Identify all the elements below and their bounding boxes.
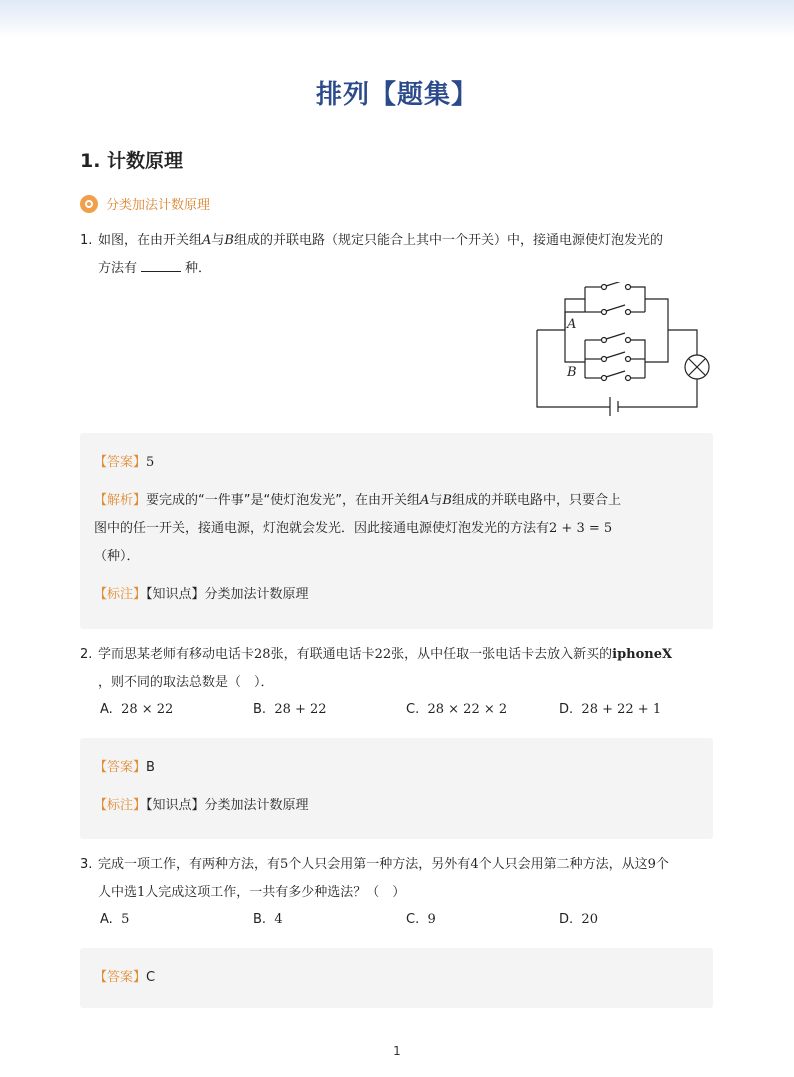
answer-line bbox=[94, 754, 155, 782]
choice-b[interactable] bbox=[253, 912, 283, 927]
number: 5 bbox=[280, 857, 289, 872]
question-number: 2. bbox=[80, 647, 93, 662]
text: 学而思某老师有移动电话卡 bbox=[98, 647, 255, 662]
analysis-tag: 【解析】 bbox=[94, 493, 147, 508]
answer-box-2 bbox=[80, 738, 713, 839]
choice-label: B. bbox=[253, 912, 267, 927]
question-text bbox=[98, 227, 720, 283]
text: 种． bbox=[185, 261, 212, 276]
number: 28 bbox=[254, 647, 271, 662]
choice-label: A. bbox=[100, 702, 113, 717]
section-title: 1. 计数原理 bbox=[80, 150, 184, 172]
text: 要完成的“一件事”是“使灯泡发光”，在由开关组 bbox=[146, 493, 420, 508]
choice-label: B. bbox=[253, 702, 267, 717]
choice-a[interactable] bbox=[100, 912, 129, 927]
choice-label: D. bbox=[559, 702, 574, 717]
text: ，则不同的取法总数是（ ）． bbox=[98, 675, 274, 690]
var-b: B bbox=[224, 233, 234, 248]
number: 4 bbox=[470, 857, 479, 872]
text: 与 bbox=[429, 493, 443, 508]
answer-value: B bbox=[146, 760, 155, 775]
answer-blank bbox=[141, 257, 181, 272]
choice-value: 28 + 22 + 1 bbox=[581, 702, 662, 717]
answer-box-1 bbox=[80, 433, 713, 629]
note-line bbox=[94, 581, 309, 609]
note-line bbox=[94, 792, 309, 820]
diagram-label-a: A bbox=[567, 317, 577, 332]
question-text bbox=[98, 641, 720, 697]
number: 22 bbox=[374, 647, 392, 662]
choice-value: 4 bbox=[274, 912, 283, 927]
choice-label: A. bbox=[100, 912, 113, 927]
text: 人中选 bbox=[98, 885, 138, 900]
page-title: 排列【题集】 bbox=[315, 80, 478, 110]
answer-tag: 【答案】 bbox=[94, 760, 147, 775]
choice-label: C. bbox=[406, 912, 420, 927]
text: 张，从中任取一张电话卡去放入新买的 bbox=[391, 647, 613, 662]
circuit-diagram bbox=[530, 282, 720, 417]
var-a: A bbox=[419, 493, 430, 508]
text: 张，有联通电话卡 bbox=[270, 647, 375, 662]
brand: iphoneX bbox=[612, 647, 673, 662]
choice-b[interactable] bbox=[253, 702, 327, 717]
answer-box-3 bbox=[80, 948, 713, 1008]
answer-tag: 【答案】 bbox=[94, 970, 147, 985]
note-tag: 【标注】 bbox=[94, 587, 147, 602]
topic-label: 分类加法计数原理 bbox=[106, 198, 211, 213]
lightbulb-icon bbox=[80, 195, 98, 213]
choice-value: 9 bbox=[427, 912, 436, 927]
choice-value: 28 + 22 bbox=[274, 702, 327, 717]
question-3 bbox=[80, 851, 720, 907]
formula: 2 + 3 = 5 bbox=[549, 521, 613, 536]
note-text: 【知识点】分类加法计数原理 bbox=[146, 798, 309, 813]
text: 如图，在由开关组 bbox=[98, 233, 203, 248]
answer-tag: 【答案】 bbox=[94, 455, 147, 470]
text: 个人只会用第一种方法，另外有 bbox=[288, 857, 471, 872]
answer-line bbox=[94, 449, 154, 477]
question-2 bbox=[80, 641, 720, 697]
topic-heading bbox=[80, 194, 210, 213]
question-1 bbox=[80, 227, 720, 283]
diagram-label-b: B bbox=[567, 365, 577, 380]
text: 个人只会用第二种方法，从这 bbox=[478, 857, 648, 872]
answer-value: 5 bbox=[146, 455, 155, 470]
var-a: A bbox=[202, 233, 212, 248]
answer-value: C bbox=[146, 970, 156, 985]
answer-line bbox=[94, 964, 155, 992]
choice-a[interactable] bbox=[100, 702, 173, 717]
text: 与 bbox=[211, 233, 225, 248]
question-number: 3. bbox=[80, 857, 93, 872]
header-band bbox=[0, 0, 794, 38]
page-number: 1 bbox=[393, 1044, 401, 1058]
choice-label: C. bbox=[406, 702, 420, 717]
choice-value: 5 bbox=[121, 912, 130, 927]
question-number: 1. bbox=[80, 233, 93, 248]
choice-value: 28 × 22 × 2 bbox=[427, 702, 508, 717]
text: 组成的并联电路（规定只能合上其中一个开关）中，接通电源使灯泡发光的 bbox=[233, 233, 663, 248]
text: 组成的并联电路中，只要合上 bbox=[451, 493, 621, 508]
choice-d[interactable] bbox=[559, 912, 598, 927]
text: 完成一项工作，有两种方法，有 bbox=[98, 857, 281, 872]
question-text bbox=[98, 851, 720, 907]
choice-value: 28 × 22 bbox=[121, 702, 174, 717]
choice-label: D. bbox=[559, 912, 574, 927]
note-tag: 【标注】 bbox=[94, 798, 147, 813]
text: （种）． bbox=[94, 549, 140, 564]
choices-3 bbox=[100, 912, 700, 936]
choice-d[interactable] bbox=[559, 702, 661, 717]
number: 1 bbox=[137, 885, 146, 900]
analysis-text bbox=[94, 487, 699, 571]
note-text: 【知识点】分类加法计数原理 bbox=[146, 587, 309, 602]
choice-c[interactable] bbox=[406, 702, 507, 717]
text: 图中的任一开关，接通电源，灯泡就会发光．因此接通电源使灯泡发光的方法有 bbox=[94, 521, 550, 536]
text: 个 bbox=[655, 857, 669, 872]
choices-2 bbox=[100, 702, 700, 726]
choice-value: 20 bbox=[581, 912, 598, 927]
text: 人完成这项工作，一共有多少种选法？（ ） bbox=[145, 885, 406, 900]
var-b: B bbox=[442, 493, 452, 508]
text: 方法有 bbox=[98, 261, 138, 276]
number: 9 bbox=[647, 857, 656, 872]
choice-c[interactable] bbox=[406, 912, 436, 927]
